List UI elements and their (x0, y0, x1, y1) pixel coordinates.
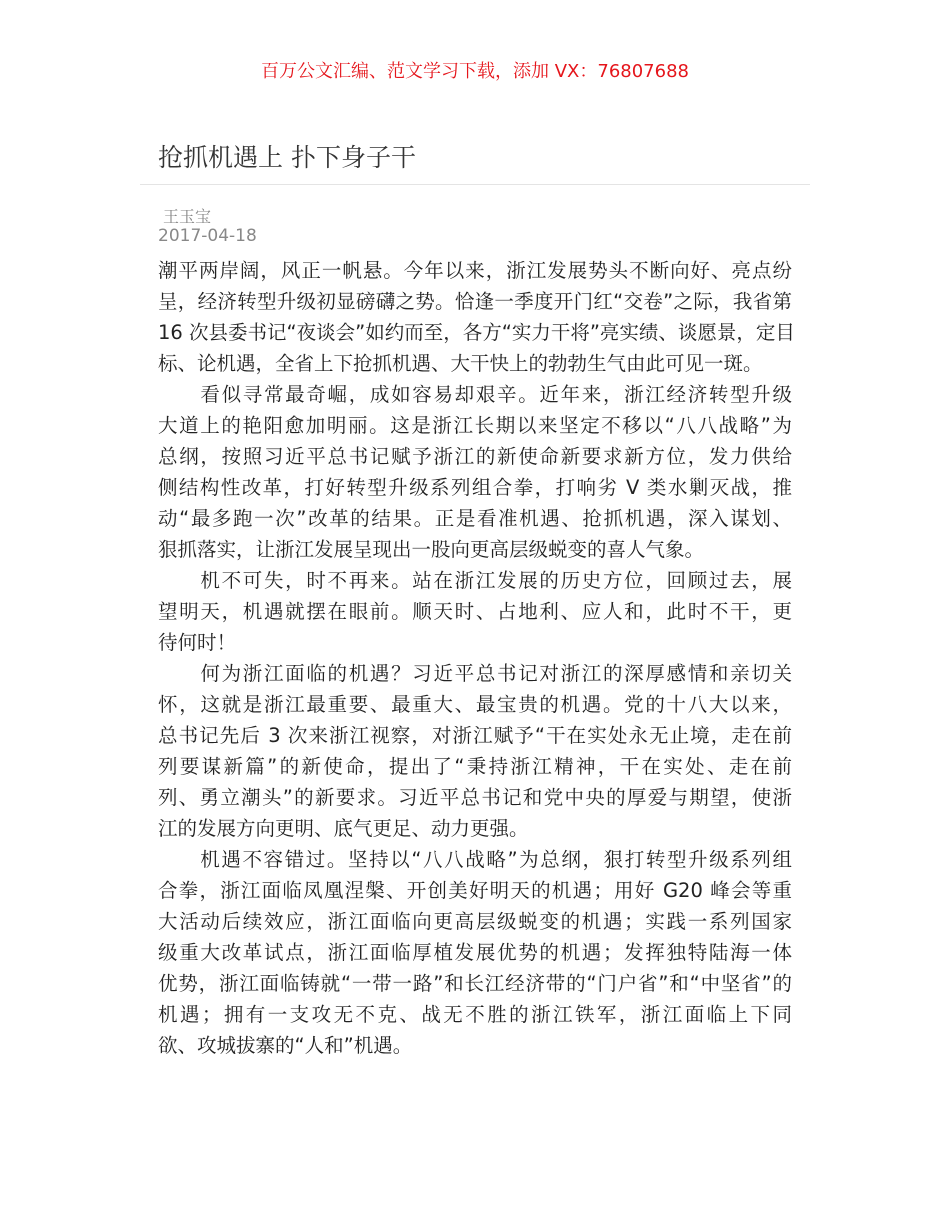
text-line: 列要谋新篇”的新使命，提出了“秉持浙江精神，干在实处、走在前 (158, 755, 792, 778)
text-line: 列、勇立潮头”的新要求。习近平总书记和党中央的厚爱与期望，使浙 (158, 786, 792, 809)
paragraph (158, 565, 792, 658)
text-line: 何为浙江面临的机遇？习近平总书记对浙江的深厚感情和亲切关 (158, 662, 792, 685)
text-line: 看似寻常最奇崛，成如容易却艰辛。近年来，浙江经济转型升级 (158, 383, 792, 406)
text-line: 潮平两岸阔，风正一帆悬。今年以来，浙江发展势头不断向好、亮点纷 (158, 259, 792, 282)
text-line: 侧结构性改革，打好转型升级系列组合拳，打响劣 V 类水剿灭战，推 (158, 476, 792, 499)
paragraph (158, 658, 792, 844)
text-line: 动“最多跑一次”改革的结果。正是看准机遇、抢抓机遇，深入谋划、 (158, 507, 792, 530)
text-line: 16 次县委书记“夜谈会”如约而至，各方“实力干将”亮实绩、谈愿景，定目 (158, 321, 795, 344)
text-line: 大道上的艳阳愈加明丽。这是浙江长期以来坚定不移以“八八战略”为 (158, 414, 792, 437)
paragraph (158, 844, 792, 1061)
paragraph (158, 379, 792, 565)
text-line: 级重大改革试点，浙江面临厚植发展优势的机遇；发挥独特陆海一体 (158, 941, 792, 964)
text-line: 合拳，浙江面临凤凰涅槃、开创美好明天的机遇；用好 G20 峰会等重 (158, 879, 792, 902)
text-line: 望明天，机遇就摆在眼前。顺天时、占地利、应人和，此时不干，更 (158, 600, 792, 623)
article-author: 王玉宝 (163, 207, 212, 226)
text-line: 江的发展方向更明、底气更足、动力更强。 (158, 817, 529, 840)
text-line: 优势，浙江面临铸就“一带一路”和长江经济带的“门户省”和“中坚省”的 (158, 972, 792, 995)
text-line: 怀，这就是浙江最重要、最重大、最宝贵的机遇。党的十八大以来， (158, 693, 792, 716)
text-line: 机不可失，时不再来。站在浙江发展的历史方位，回顾过去，展 (158, 569, 792, 592)
title-divider (140, 184, 810, 185)
article-body (158, 255, 795, 1061)
paragraph (158, 255, 795, 379)
article-date: 2017-04-18 (158, 226, 257, 246)
text-line: 大活动后续效应，浙江面临向更高层级蜕变的机遇；实践一系列国家 (158, 910, 792, 933)
text-line: 总书记先后 3 次来浙江视察，对浙江赋予“干在实处永无止境，走在前 (158, 724, 792, 747)
article-title: 抢抓机遇上 扑下身子干 (158, 143, 416, 172)
text-line: 标、论机遇，全省上下抢抓机遇、大干快上的勃勃生气由此可见一斑。 (158, 352, 763, 375)
text-line: 呈，经济转型升级初显磅礴之势。恰逢一季度开门红“交卷”之际，我省第 (158, 290, 792, 313)
text-line: 机遇不容错过。坚持以“八八战略”为总纲，狠打转型升级系列组 (158, 848, 792, 871)
text-line: 总纲，按照习近平总书记赋予浙江的新使命新要求新方位，发力供给 (158, 445, 792, 468)
text-line: 待何时！ (158, 631, 237, 654)
text-line: 机遇；拥有一支攻无不克、战无不胜的浙江铁军，浙江面临上下同 (158, 1003, 792, 1026)
text-line: 狠抓落实，让浙江发展呈现出一股向更高层级蜕变的喜人气象。 (158, 538, 705, 561)
promo-banner: 百万公文汇编、范文学习下载，添加 VX：76807688 (261, 61, 689, 82)
text-line: 欲、攻城拔寨的“人和”机遇。 (158, 1034, 413, 1057)
